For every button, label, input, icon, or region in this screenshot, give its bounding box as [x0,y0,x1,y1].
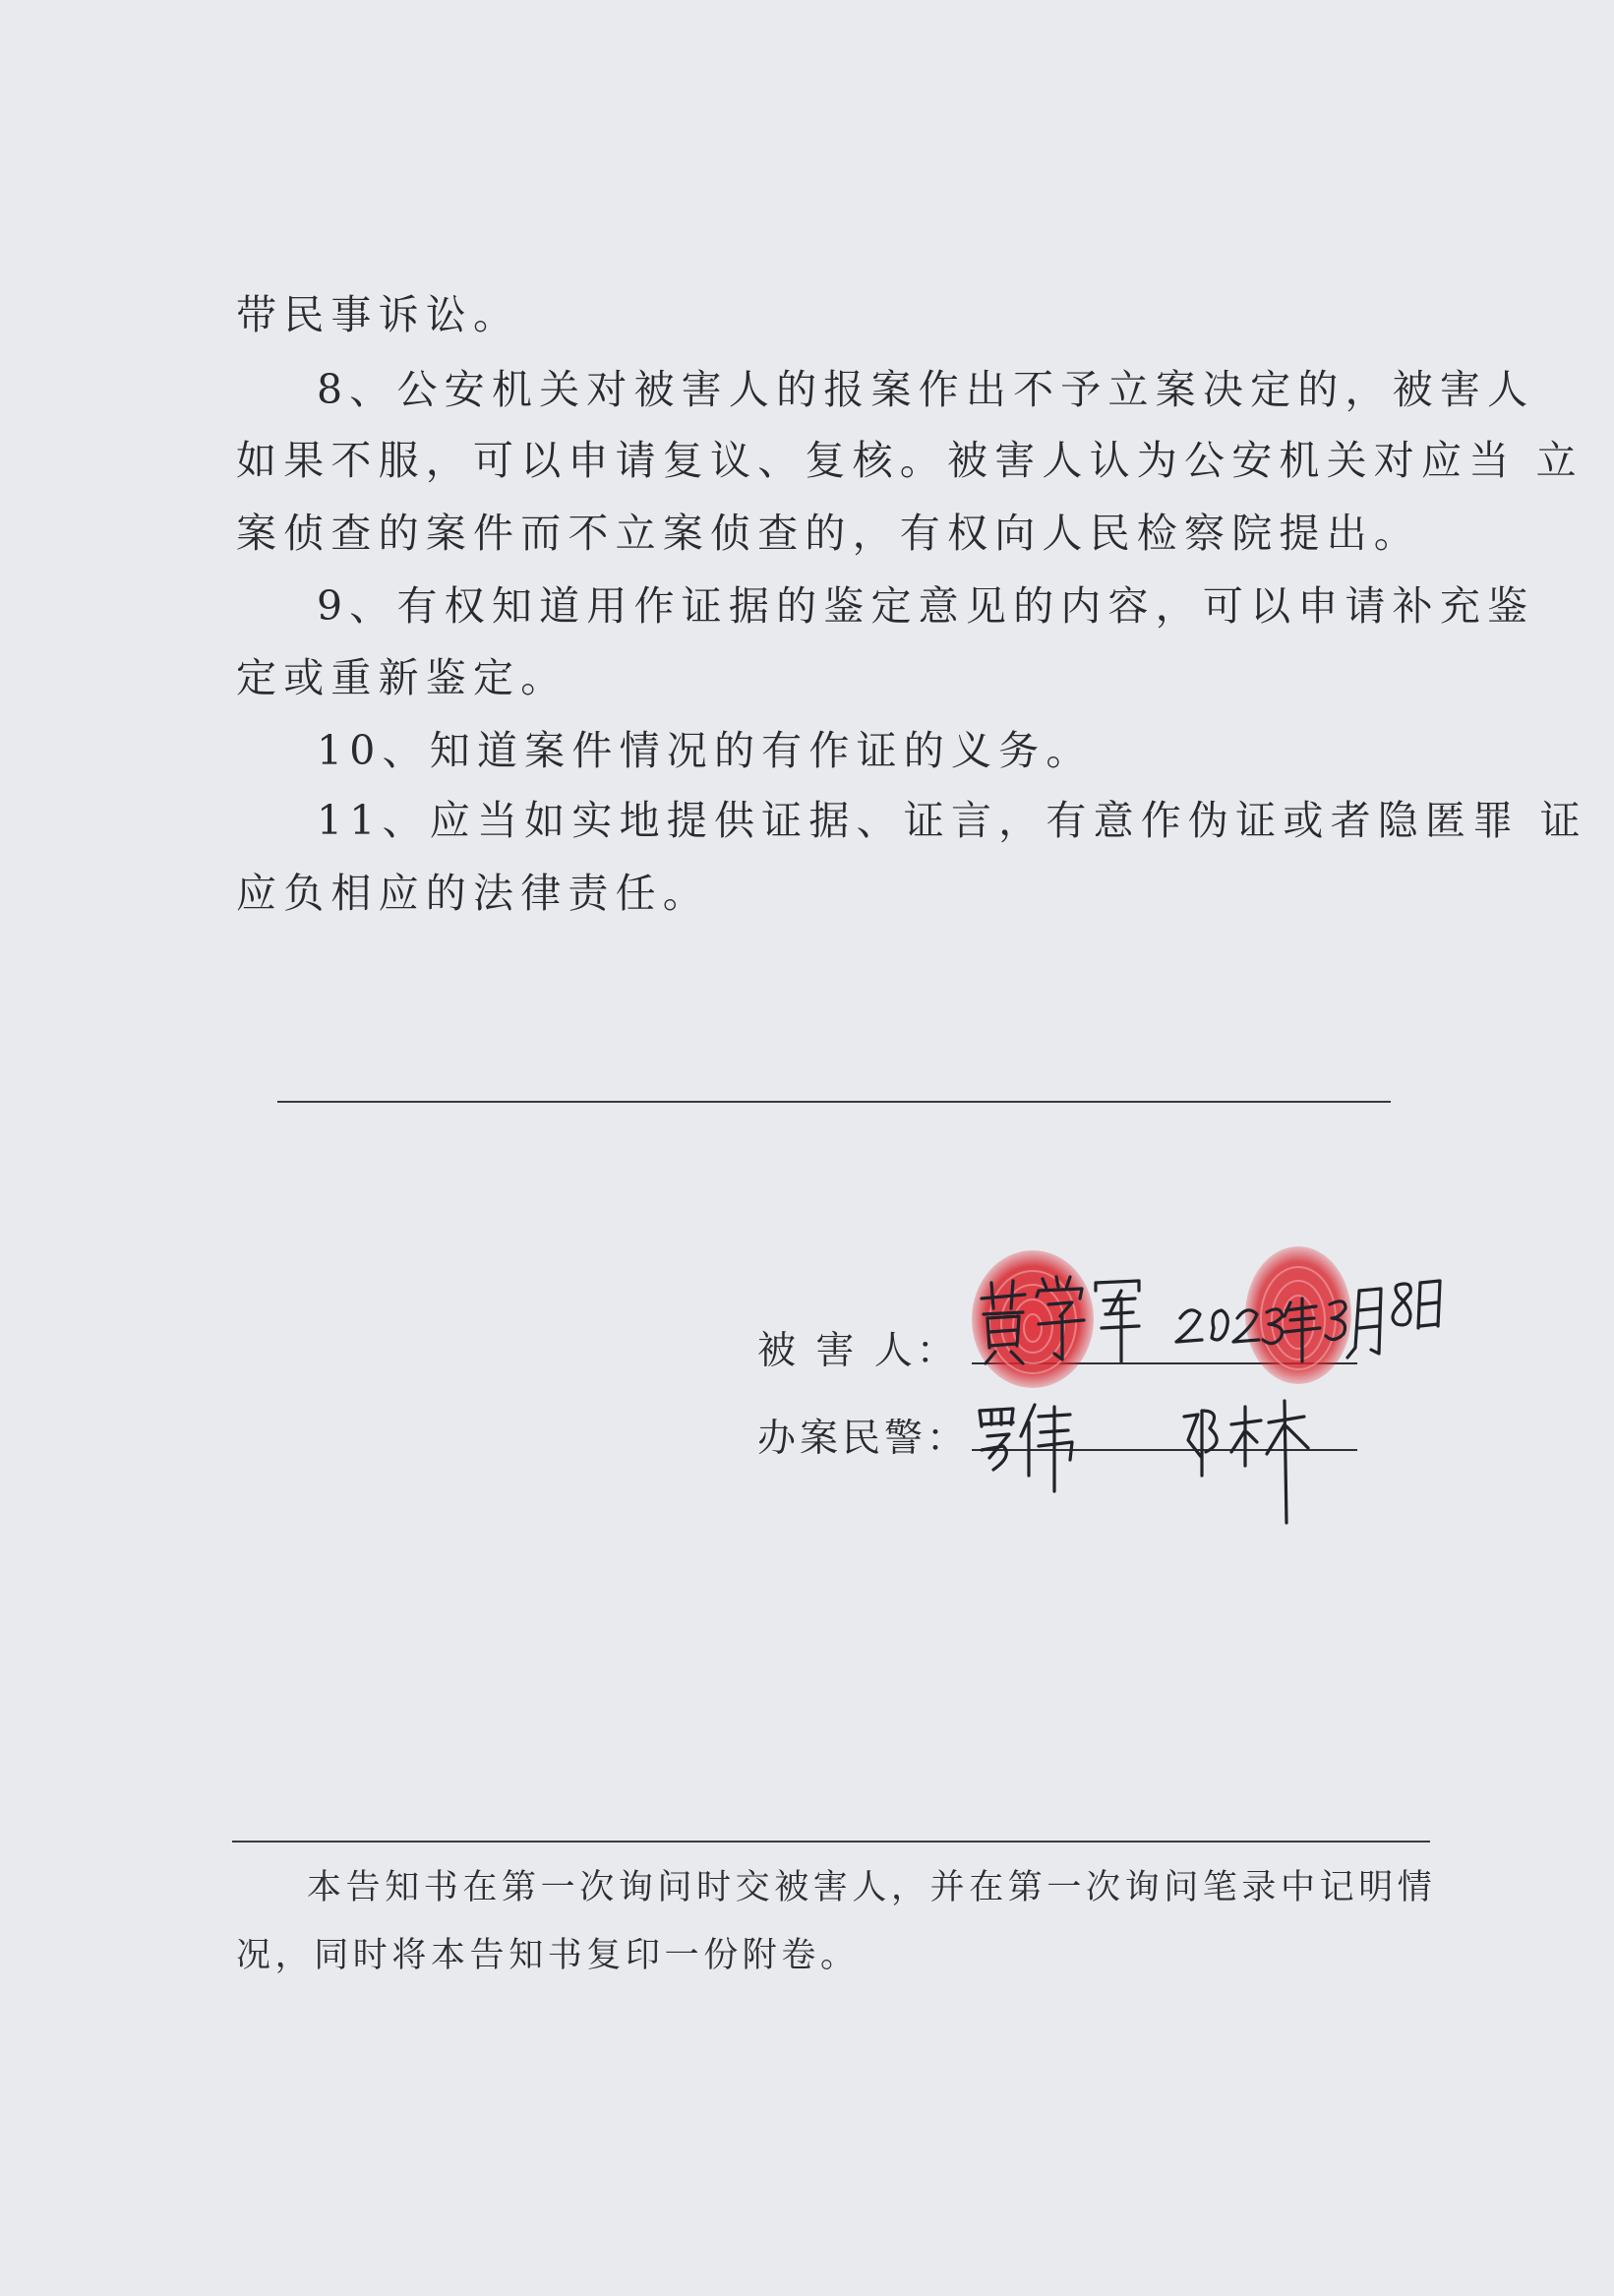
item9-line1: 9、有权知道用作证据的鉴定意见的内容，可以申请补充鉴 [317,582,1535,630]
item11-line1: 11、应当如实地提供证据、证言，有意作伪证或者隐匿罪 证 [317,797,1587,844]
item8-line3: 案侦查的案件而不立案侦查的，有权向人民检察院提出。 [236,510,1421,557]
separator-line [277,1101,1391,1103]
item7-continuation: 带民事诉讼。 [236,291,521,338]
item8-line2: 如果不服，可以申请复议、复核。被害人认为公安机关对应当 立 [236,437,1584,484]
victim-label: 被 害 人： [757,1329,959,1373]
officer-label: 办案民警： [757,1417,970,1461]
item11-line2: 应负相应的法律责任。 [236,870,710,917]
footer-note-line1: 本告知书在第一次询问时交被害人，并在第一次询问笔录中记明情 [307,1868,1437,1907]
item10: 10、知道案件情况的有作证的义务。 [317,727,1094,774]
officer-handwritten-signature [974,1397,1328,1525]
footer-note-line2: 况，同时将本告知书复印一份附卷。 [236,1936,860,1975]
victim-handwritten-signature [974,1269,1446,1367]
footer-separator-line [232,1841,1430,1843]
item8-line1: 8、公安机关对被害人的报案作出不予立案决定的，被害人 [317,366,1535,413]
item9-line2: 定或重新鉴定。 [236,654,568,701]
